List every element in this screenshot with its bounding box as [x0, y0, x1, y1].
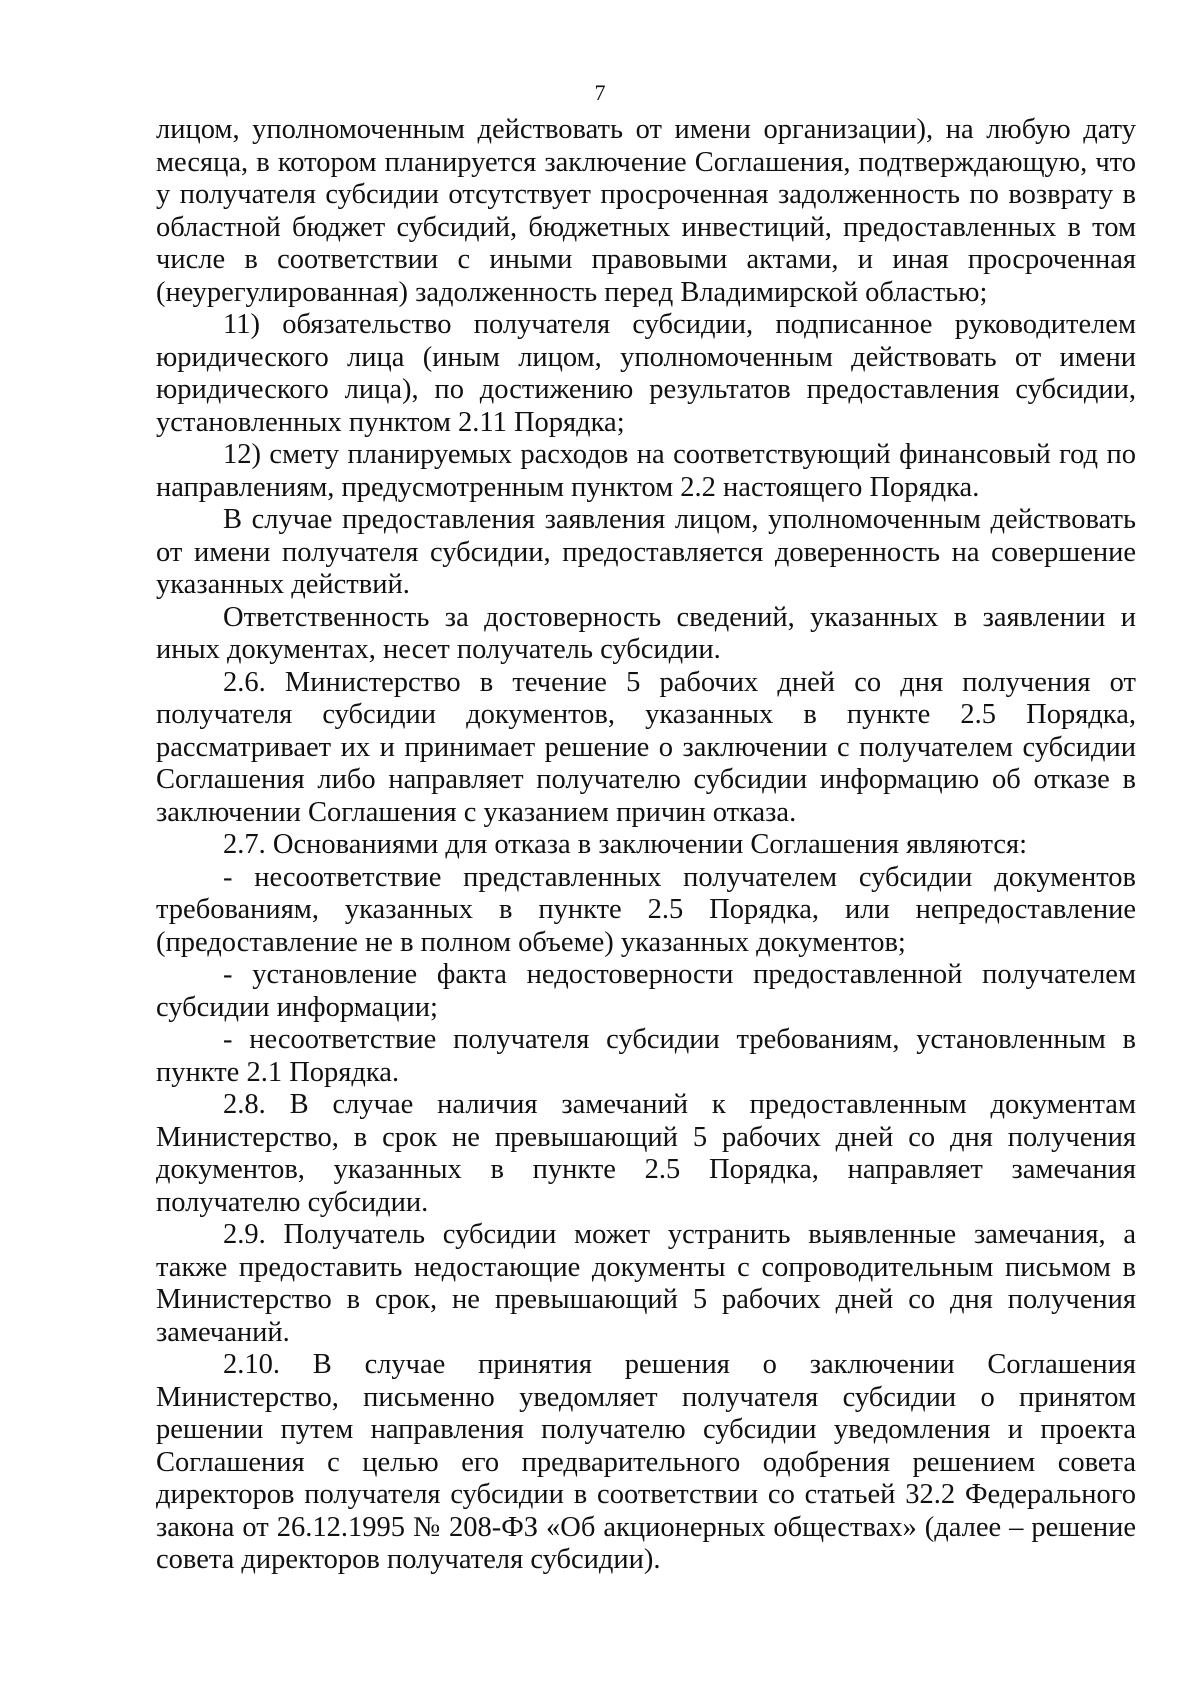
paragraph-2-7-item-1: - несоответствие представленных получателем субсидии документов требованиям, указанных в пункте 2.5 Порядка, или непредоставление (предоставление не в полном объеме) указанных документов; [156, 861, 1136, 958]
paragraph-2-9: 2.9. Получатель субсидии может устранить выявленные замечания, а также предоставить недостающие документы с сопроводительным письмом в Министерство в срок, не превышающий 5 рабочих дней со дня получения замечаний. [156, 1219, 1136, 1348]
paragraph-responsibility: Ответственность за достоверность сведений, указанных в заявлении и иных документах, несет получатель субсидии. [156, 601, 1136, 665]
paragraph-power-of-attorney: В случае предоставления заявления лицом, уполномоченным действовать от имени получателя субсидии, предоставляется доверенность на совершение указанных действий. [156, 504, 1136, 600]
paragraph-2-8: 2.8. В случае наличия замечаний к предоставленным документам Министерство, в срок не превышающий 5 рабочих дней со дня получения документов, указанных в пункте 2.5 Порядка, направляет замечания получателю субсидии. [156, 1089, 1136, 1218]
paragraph-2-7: 2.7. Основаниями для отказа в заключении Соглашения являются: [223, 829, 1027, 860]
paragraph-item-11: 11) обязательство получателя субсидии, подписанное руководителем юридического лица (иным лицом, уполномоченным действовать от имени юридического лица), по достижению результатов предоставления субсидии, установленных пунктом 2.11 Порядка; [156, 309, 1136, 438]
paragraph-continuation: лицом, уполномоченным действовать от имени организации), на любую дату месяца, в котором планируется заключение Соглашения, подтверждающую, что у получателя субсидии отсутствует просроченная задолженность по возврату в областной бюджет субсидий, бюджетных инвестиций, предоставленных в том числе в соответствии с иными правовыми актами, и иная просроченная (неурегулированная) задолженность перед Владимирской областью; [156, 114, 1136, 308]
page-number: 7 [594, 80, 606, 105]
paragraph-2-6: 2.6. Министерство в течение 5 рабочих дней со дня получения от получателя субсидии документов, указанных в пункте 2.5 Порядка, рассматривает их и принимает решение о заключении с получателем субсидии Соглашения либо направляет получателю субсидии информацию об отказе в заключении Соглашения с указанием причин отказа. [156, 666, 1136, 828]
paragraph-item-12: 12) смету планируемых расходов на соответствующий финансовый год по направлениям, предусмотренным пунктом 2.2 настоящего Порядка. [156, 439, 1136, 503]
paragraph-2-10: 2.10. В случае принятия решения о заключении Соглашения Министерство, письменно уведомляет получателя субсидии о принятом решении путем направления получателю субсидии уведомления и проекта Соглашения с целью его предварительного одобрения решением совета директоров получателя субсидии в соответствии со статьей 32.2 Федерального закона от 26.12.1995 № 208-ФЗ «Об акционерных обществах» (далее – решение совета директоров получателя субсидии). [156, 1349, 1136, 1575]
document-body [156, 114, 1136, 1577]
paragraph-2-7-item-3: - несоответствие получателя субсидии требованиям, установленным в пункте 2.1 Порядка. [156, 1024, 1136, 1088]
paragraph-2-7-item-2: - установление факта недостоверности предоставленной получателем субсидии информации; [156, 959, 1136, 1023]
